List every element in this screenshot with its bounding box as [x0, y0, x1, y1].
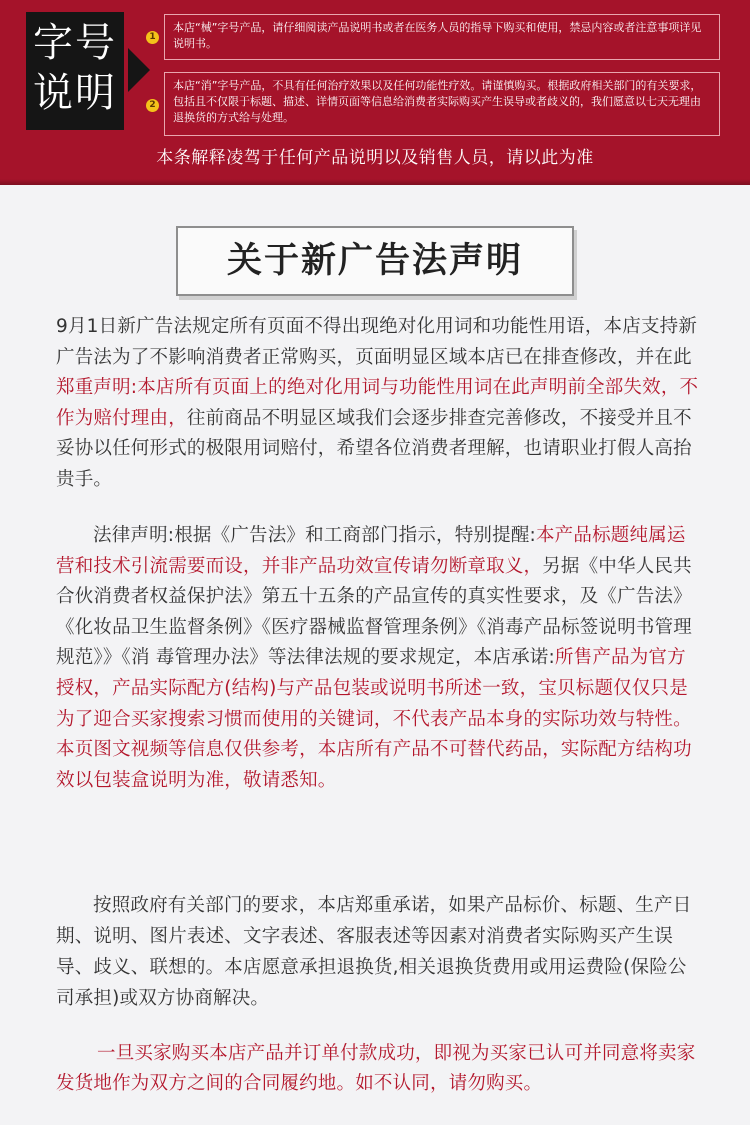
page-title: 关于新广告法声明 [176, 226, 574, 296]
banner-shadow [0, 179, 750, 185]
arrow-right-icon [128, 48, 150, 92]
paragraph-2-highlight-1: 本产品标题纯属运营和技术引流需要而设，并非产品功效宣传请勿断章取义， [56, 525, 686, 577]
paragraph-4-text: 一旦买家购买本店产品并订单付款成功，即视为买家已认可并同意将卖家发货地作为双方之间的合同履约地。如不认同，请勿购买。 [56, 1043, 696, 1094]
paragraph-2-normal-2: 另据《中华人民共合伙消费者权益保护法》第五十五条的产品宣传的真实性要求，及《广告法》《化妆品卫生监督条例》《医疗器械监督管理条例》《消毒产品标签说明书管理规范》》《消 毒管理办法》等法律法规的要求规定，本店承诺: [56, 555, 693, 669]
paragraph-legal-statement [56, 521, 704, 796]
notice-banner [0, 0, 750, 185]
notice-item-2: 本店“消”字号产品，不具有任何治疗效果以及任何功能性疗效。请谨慎购买。根据政府相关部门的有关要求，包括且不仅限于标题、描述、详情页面等信息给消费者实际购买产生误导或者歧义的，我们愿意以七天无理由退换货的方式给与处理。 [164, 72, 720, 136]
paragraph-1-highlight: 郑重声明:本店所有页面上的绝对化用词与功能性用词在此声明前全部失效，不作为赔付理由， [56, 377, 699, 429]
banner-title-box [26, 12, 124, 130]
paragraph-ad-law [56, 312, 704, 495]
paragraph-commitment [56, 890, 704, 1014]
banner-title-line2: 说明 [33, 70, 117, 116]
paragraph-contract-location [56, 1039, 704, 1099]
paragraph-2-highlight-2: 所售产品为官方授权，产品实际配方(结构)与产品包装或说明书所述一致，宝贝标题仅仅只是为了迎合买家搜索习惯而使用的关键词，不代表产品本身的实际功效与特性。本页图文视频等信息仅供参考，本店所有产品不可替代药品，实际配方结构功效以包装盒说明为准，敬请悉知。 [56, 647, 692, 791]
paragraph-1-normal-2: 往前商品不明显区域我们会逐步排查完善修改，不接受并且不妥协以任何形式的极限用词赔付，希望各位消费者理解，也请职业打假人高抬贵手。 [56, 407, 692, 490]
banner-footer-text: 本条解释凌驾于任何产品说明以及销售人员，请以此为准 [156, 148, 594, 168]
banner-title-line1: 字号 [33, 20, 117, 66]
notice-item-1: 本店“械”字号产品，请仔细阅读产品说明书或者在医务人员的指导下购买和使用，禁忌内容或者注意事项详见说明书。 [164, 14, 720, 60]
paragraph-1-normal-1: 9月1日新广告法规定所有页面不得出现绝对化用词和功能性用语，本店支持新广告法为了不影响消费者正常购买，页面明显区域本店已在排查修改，并在此 [56, 316, 698, 368]
paragraph-3-text: 按照政府有关部门的要求，本店郑重承诺，如果产品标价、标题、生产日期、说明、图片表述、文字表述、客服表述等因素对消费者实际购买产生误导、歧义、联想的。本店愿意承担退换货,相关退换货费用或用运费险(保险公司承担)或双方协商解决。 [56, 895, 692, 1009]
paragraph-2-normal-1: 法律声明:根据《广告法》和工商部门指示，特别提醒: [93, 525, 536, 546]
number-badge-1: 1 [146, 31, 159, 44]
number-badge-2: 2 [146, 99, 159, 112]
